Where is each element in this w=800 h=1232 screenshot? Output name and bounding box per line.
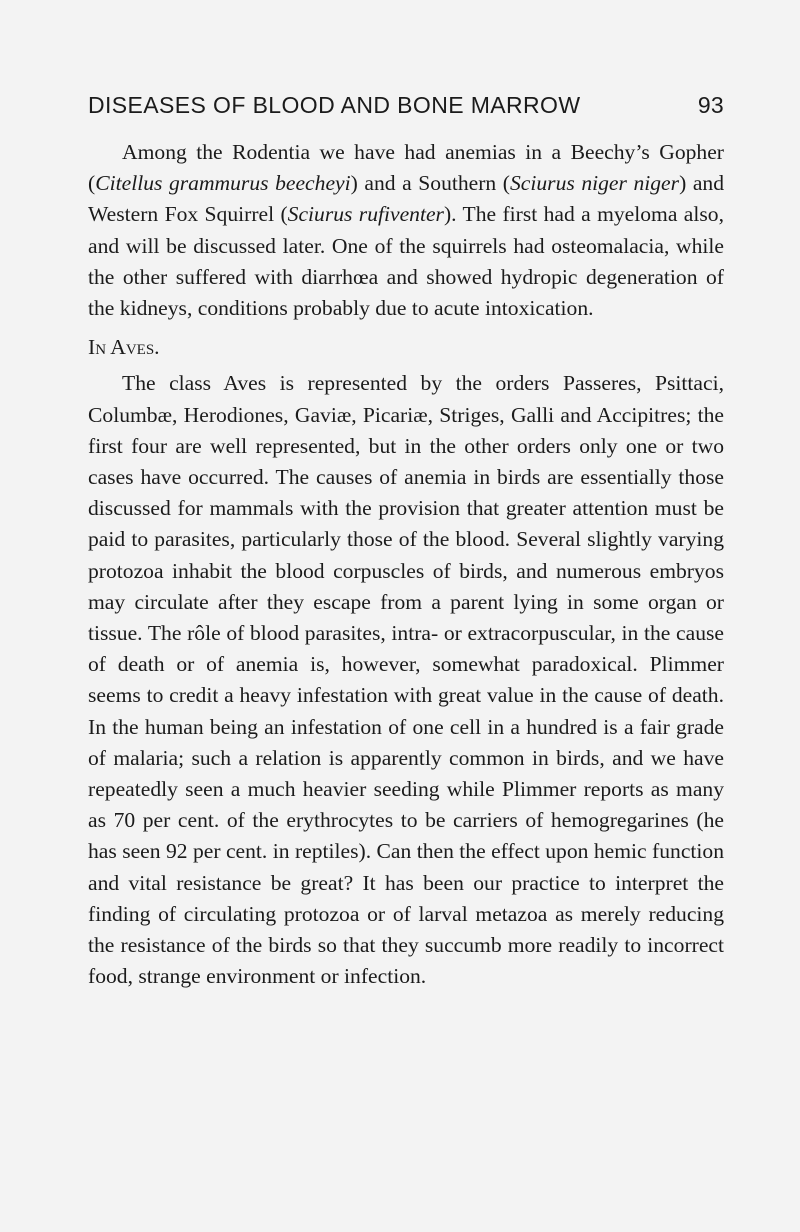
species-name-southern-squirrel: Sciurus niger niger <box>509 171 680 196</box>
running-head <box>88 92 724 119</box>
running-head-title: DISEASES OF BLOOD AND BONE MARROW <box>88 92 581 118</box>
paragraph-text: ) and Western Fox Squirrel ( <box>88 171 724 227</box>
paragraph-text: ). The first had a myeloma also, and will be discussed later. One of the squirrels had osteomalacia, while the other suffered with diarrhœa and showed hydropic degeneration of the kidneys, conditions probably due to acute intoxication. <box>88 202 724 321</box>
paragraph-aves: The class Aves is represented by the orders Passeres, Psittaci, Columbæ, Herodiones, Gaviæ, Picariæ, Striges, Galli and Accipitres; the first four are well represented, but in the other orders only one or two cases have occurred. The causes of anemia in birds are essentially those discussed for mammals with the provision that greater attention must be paid to parasites, particularly those of the blood. Several slightly varying protozoa inhabit the blood corpuscles of birds, and numerous embryos may circulate after they escape from a parent lying in some organ or tissue. The rôle of blood parasites, intra- or extracorpuscular, in the cause of death or of anemia is, however, somewhat paradoxical. Plimmer seems to credit a heavy infestation with great value in the cause of death. In the human being an infestation of one cell in a hundred is a fair grade of malaria; such a relation is apparently common in birds, and we have repeatedly seen a much heavier seeding while Plimmer reports as many as 70 per cent. of the erythrocytes to be carriers of hemogregarines (he has seen 92 per cent. in reptiles). Can then the effect upon hemic function and vital resistance be great? It has been our practice to interpret the finding of circulating protozoa or of larval metazoa as merely reducing the resistance of the birds so that they succumb more readily to incorrect food, strange environment or infection. <box>88 371 724 989</box>
paragraph-text: ) and a Southern ( <box>350 171 510 196</box>
species-name-western-squirrel: Sciurus rufiventer <box>287 202 444 227</box>
species-name-gopher: Citellus grammurus beecheyi <box>95 171 351 196</box>
page-number: 93 <box>697 92 724 118</box>
book-page <box>88 92 724 992</box>
paragraph-text: Among the Rodentia we have had anemias in a Beechy’s Gopher ( <box>88 140 724 196</box>
paragraph-rodentia <box>88 137 724 324</box>
section-heading-aves: In Aves. <box>88 335 160 360</box>
